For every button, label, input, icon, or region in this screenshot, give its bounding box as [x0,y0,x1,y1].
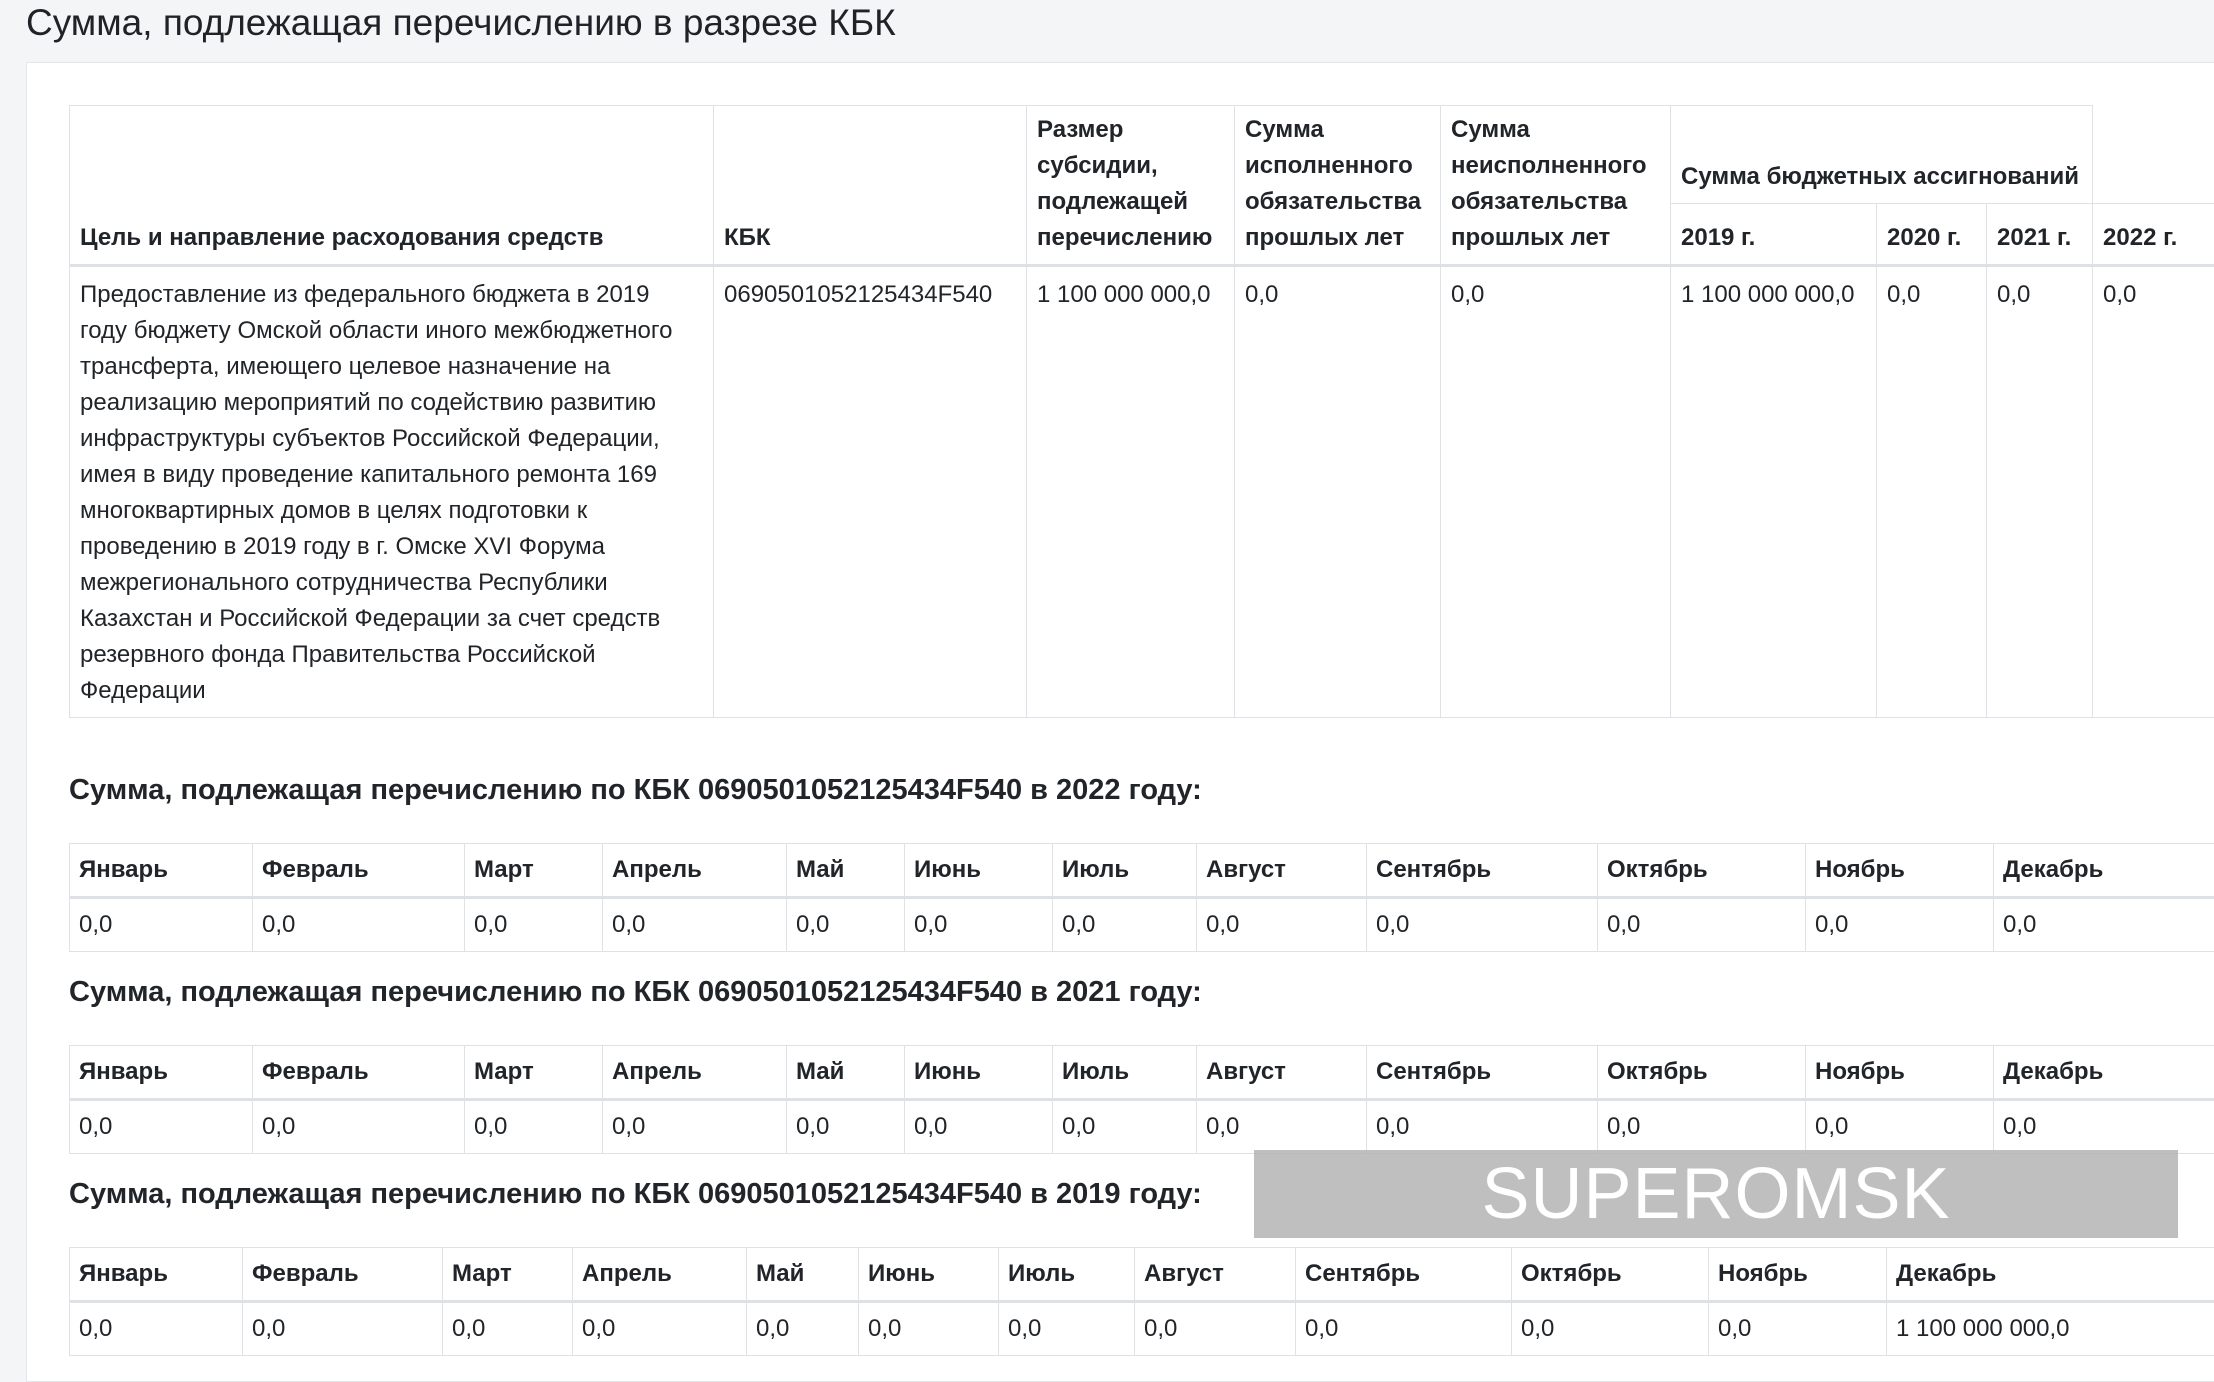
header-budget-group: Сумма бюджетных ассигнований [1671,106,2093,204]
table-row [70,898,2214,952]
month-header: Март [443,1248,573,1302]
month-header: Декабрь [1994,1046,2214,1100]
month-header: Февраль [253,1046,465,1100]
month-value: 0,0 [70,898,253,952]
watermark-logo: SUPEROMSK [1254,1150,2178,1238]
month-value: 0,0 [1994,1100,2214,1154]
month-header: Декабрь [1887,1248,2214,1302]
cell-subsidy: 1 100 000 000,0 [1027,266,1235,718]
header-year-2020: 2020 г. [1877,204,1987,266]
month-header: Февраль [253,844,465,898]
header-kbk: КБК [714,106,1027,266]
month-value: 0,0 [1367,898,1598,952]
month-header: Ноябрь [1709,1248,1887,1302]
month-header: Сентябрь [1296,1248,1512,1302]
cell-purpose: Предоставление из федерального бюджета в 2019 году бюджету Омской области иного межбюджетного трансферта, имеющего целевое назначение на реализацию мероприятий по содействию развитию инфраструктуры субъектов Российской Федерации, имея в виду проведение капитального ремонта 169 многоквартирных домов в целях подготовки к проведению в 2019 году в г. Омске XVI Форума межрегионального сотрудничества Республики Казахстан и Российской Федерации за счет средств резервного фонда Правительства Российской Федерации [70,266,714,718]
header-blank [2093,106,2214,204]
cell-year-2019: 1 100 000 000,0 [1671,266,1877,718]
month-value: 0,0 [1806,1100,1994,1154]
month-value: 0,0 [253,898,465,952]
month-value: 0,0 [465,1100,603,1154]
month-header: Август [1197,1046,1367,1100]
month-value: 0,0 [603,1100,787,1154]
month-header: Июнь [859,1248,999,1302]
month-header: Апрель [573,1248,747,1302]
month-value: 0,0 [1053,1100,1197,1154]
header-year-2021: 2021 г. [1987,204,2093,266]
month-header: Август [1135,1248,1296,1302]
section-heading-2022: Сумма, подлежащая перечислению по КБК 0690501052125434F540 в 2022 году: [69,772,1202,808]
month-header: Сентябрь [1367,844,1598,898]
month-header: Август [1197,844,1367,898]
header-subsidy: Размер субсидии, подлежащей перечислению [1027,106,1235,266]
month-header: Июль [999,1248,1135,1302]
cell-kbk: 0690501052125434F540 [714,266,1027,718]
month-value: 0,0 [747,1302,859,1356]
month-value: 0,0 [443,1302,573,1356]
month-header: Январь [70,844,253,898]
table-row [70,266,2214,718]
month-header: Сентябрь [1367,1046,1598,1100]
month-value: 0,0 [999,1302,1135,1356]
section-heading-2019: Сумма, подлежащая перечислению по КБК 0690501052125434F540 в 2019 году: [69,1176,1202,1212]
month-header: Ноябрь [1806,1046,1994,1100]
cell-executed: 0,0 [1235,266,1441,718]
month-value: 0,0 [905,898,1053,952]
section-heading-2021: Сумма, подлежащая перечислению по КБК 0690501052125434F540 в 2021 году: [69,974,1202,1010]
month-value: 0,0 [70,1302,243,1356]
month-value: 0,0 [1197,898,1367,952]
month-header: Июль [1053,1046,1197,1100]
month-value: 0,0 [1296,1302,1512,1356]
month-value: 0,0 [1512,1302,1709,1356]
month-value: 0,0 [1598,898,1806,952]
month-header: Январь [70,1248,243,1302]
page-title: Сумма, подлежащая перечислению в разрезе КБК [26,0,896,46]
month-value: 0,0 [1806,898,1994,952]
month-header: Июнь [905,1046,1053,1100]
table-row [70,1302,2214,1356]
month-header: Апрель [603,844,787,898]
month-header: Февраль [243,1248,443,1302]
month-value: 0,0 [243,1302,443,1356]
month-header: Декабрь [1994,844,2214,898]
month-table-2022 [69,843,2214,952]
month-header: Апрель [603,1046,787,1100]
month-header: Май [787,844,905,898]
month-value: 0,0 [787,898,905,952]
month-value: 0,0 [1197,1100,1367,1154]
kbk-table [69,105,2214,718]
month-value: 0,0 [1053,898,1197,952]
month-value: 0,0 [253,1100,465,1154]
month-value: 0,0 [905,1100,1053,1154]
cell-year-2021: 0,0 [1987,266,2093,718]
cell-year-2020: 0,0 [1877,266,1987,718]
header-purpose: Цель и направление расходования средств [70,106,714,266]
header-executed: Сумма исполненного обязательства прошлых лет [1235,106,1441,266]
month-header: Июнь [905,844,1053,898]
month-header: Октябрь [1512,1248,1709,1302]
month-value: 1 100 000 000,0 [1887,1302,2214,1356]
month-value: 0,0 [70,1100,253,1154]
month-header: Июль [1053,844,1197,898]
month-header: Октябрь [1598,844,1806,898]
header-unexecuted: Сумма неисполненного обязательства прошлых лет [1441,106,1671,266]
month-value: 0,0 [1367,1100,1598,1154]
month-value: 0,0 [603,898,787,952]
month-table-2021 [69,1045,2214,1154]
month-header: Май [787,1046,905,1100]
month-header: Январь [70,1046,253,1100]
month-value: 0,0 [787,1100,905,1154]
month-value: 0,0 [465,898,603,952]
cell-unexecuted: 0,0 [1441,266,1671,718]
month-header: Май [747,1248,859,1302]
month-header: Март [465,844,603,898]
month-header: Март [465,1046,603,1100]
month-value: 0,0 [1598,1100,1806,1154]
header-year-2022: 2022 г. [2093,204,2214,266]
month-header: Октябрь [1598,1046,1806,1100]
table-row [70,1100,2214,1154]
month-table-2019 [69,1247,2214,1356]
header-year-2019: 2019 г. [1671,204,1877,266]
month-header: Ноябрь [1806,844,1994,898]
cell-year-2022: 0,0 [2093,266,2214,718]
month-value: 0,0 [1135,1302,1296,1356]
month-value: 0,0 [859,1302,999,1356]
month-value: 0,0 [1709,1302,1887,1356]
month-value: 0,0 [573,1302,747,1356]
month-value: 0,0 [1994,898,2214,952]
